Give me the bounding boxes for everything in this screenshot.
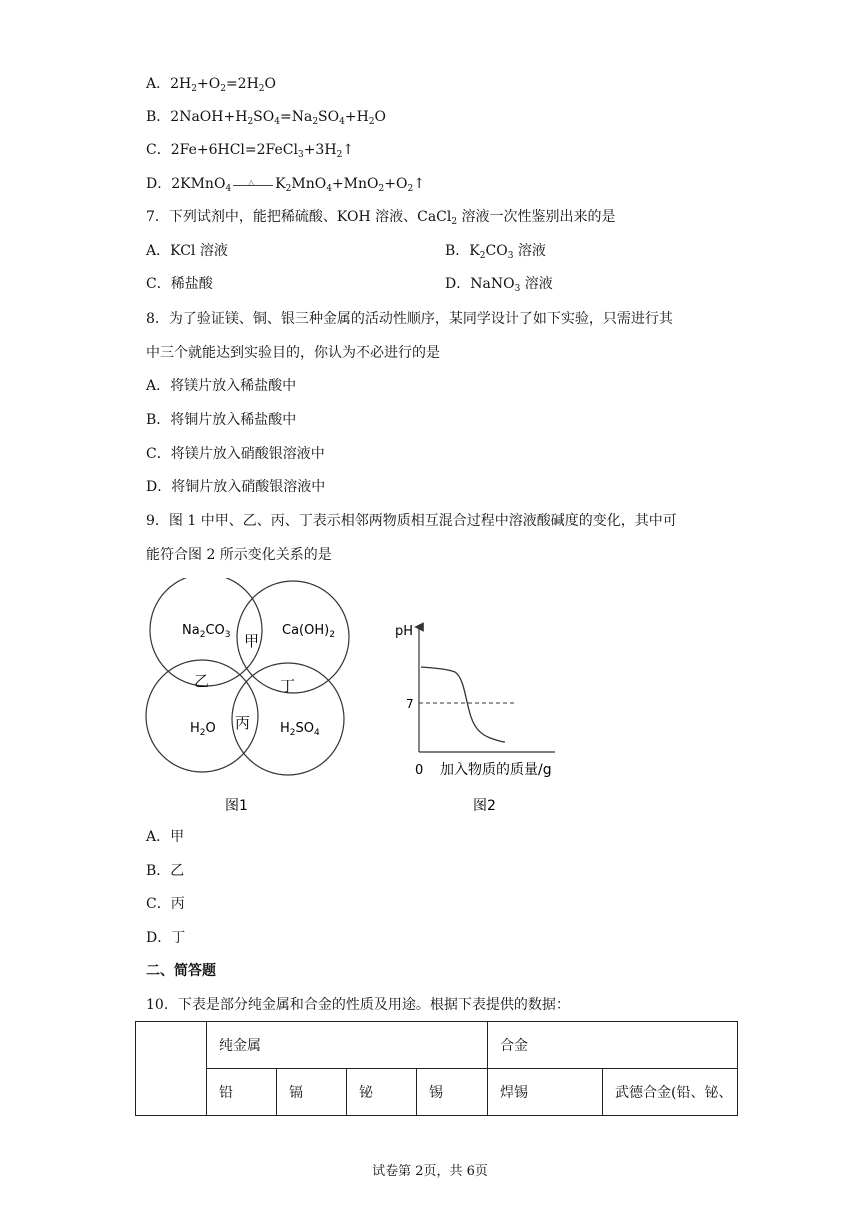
figure-2-chart [385,615,575,815]
table-corner-cell [136,1022,207,1116]
q6-option-d: D．2KMnO$_4$ △ $K_2MnO_4+MnO_2+O_2↑$ [146,176,425,194]
q6-option-b: B．$2NaOH+H_2SO_4=Na_2SO_4+H_2O$ [146,109,387,127]
table-row [136,1069,738,1116]
header-pure-metal: 纯金属 [207,1022,488,1069]
label-na2co3: $Na_2CO_3$ [182,623,231,640]
page-footer: 试卷第 2页，共 6页 [372,1164,488,1179]
figure-1-caption: 图1 [225,798,248,814]
cell-cadmium: 镉 [277,1069,347,1116]
label-h2o: $H_2O$ [190,721,216,738]
q9-option-d: D．丁 [146,930,186,946]
q8-stem-line1: 8．为了验证镁、铜、银三种金属的活动性顺序，某同学设计了如下实验，只需进行其 [146,311,673,327]
label-yi: 乙 [194,672,210,690]
table-header-row [136,1022,738,1069]
q9-option-b: B．乙 [146,863,185,879]
heat-condition-arrow: △ [231,177,275,191]
figure-2-caption: 图2 [473,798,496,814]
cell-solder: 焊锡 [488,1069,603,1116]
q8-option-d: D．将铜片放入硝酸银溶液中 [146,479,326,495]
label-caoh2: $Ca(OH)_2$ [282,623,335,640]
q7-option-d: D．NaNO$_3$ 溶液 [445,276,553,294]
label-ding: 丁 [280,677,296,695]
cell-bismuth: 铋 [347,1069,417,1116]
ph-curve [421,667,505,742]
label-h2so4: $H_2SO_4$ [280,721,320,738]
q9-stem-line2: 能符合图 2 所示变化关系的是 [146,547,332,563]
q8-stem-line2: 中三个就能达到实验目的，你认为不必进行的是 [146,345,440,361]
q10-stem: 10．下表是部分纯金属和合金的性质及用途。根据下表提供的数据： [146,997,570,1013]
y-axis-label: pH [395,624,414,639]
cell-lead: 铅 [207,1069,277,1116]
x-axis-label: 加入物质的质量/g [440,762,552,778]
q7-option-b: B．$K_2CO_3$ 溶液 [445,243,546,261]
q9-option-c: C．丙 [146,896,185,912]
q8-option-b: B．将铜片放入稀盐酸中 [146,412,297,428]
section-heading-short-answer: 二、简答题 [146,963,216,979]
origin-label: 0 [415,763,424,778]
q7-option-a: A．KCl 溶液 [146,243,228,259]
q6-option-a: A．$2H_2+O_2=2H_2O$ [146,76,277,94]
q9-stem-line1: 9．图 1 中甲、乙、丙、丁表示相邻两物质相互混合过程中溶液酸碱度的变化，其中可 [146,513,677,529]
metal-properties-table [135,1021,738,1116]
q7-stem: 7．下列试剂中，能把稀硫酸、KOH 溶液、CaCl$_2$ 溶液一次性鉴别出来的是 [146,209,616,227]
q6-option-c: C．$2Fe+6HCl=2FeCl_3+3H_2↑$ [146,142,355,160]
q9-option-a: A．甲 [146,829,185,845]
cell-wood-alloy: 武德合金(铅、铋、 [603,1069,738,1116]
q8-option-a: A．将镁片放入稀盐酸中 [146,378,297,394]
q7-option-c: C．稀盐酸 [146,276,213,292]
label-jia: 甲 [244,632,260,650]
cell-tin: 锡 [417,1069,488,1116]
label-bing: 丙 [235,714,251,732]
figure-1-diagram [140,578,360,818]
header-alloy: 合金 [488,1022,738,1069]
q8-option-c: C．将镁片放入硝酸银溶液中 [146,446,325,462]
tick-label-7: 7 [406,697,414,711]
